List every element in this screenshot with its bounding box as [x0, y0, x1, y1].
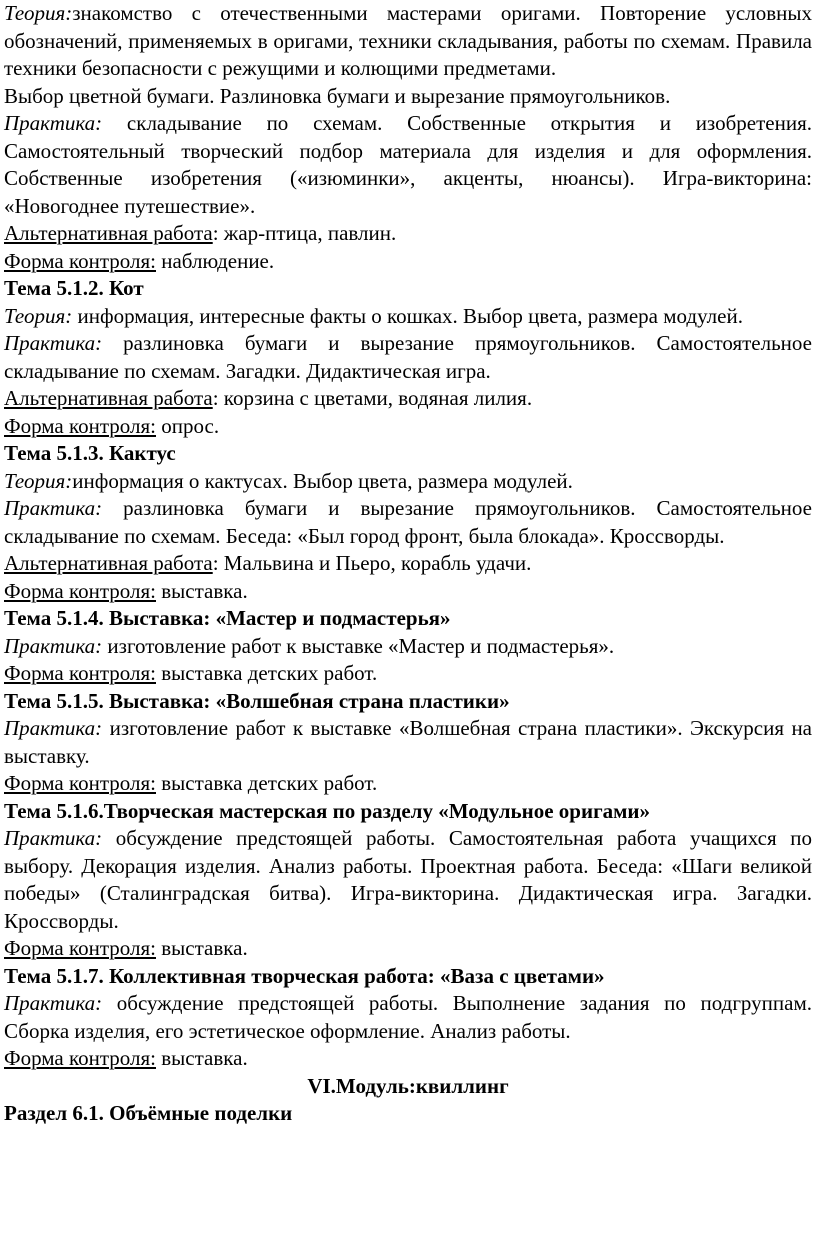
paragraph — [4, 468, 812, 496]
paragraph — [4, 110, 812, 220]
paragraph-text: выставка детских работ. — [156, 661, 378, 685]
section-label: Практика: — [4, 991, 103, 1015]
field-label: Альтернативная работа — [4, 386, 213, 410]
field-label: Форма контроля: — [4, 771, 156, 795]
paragraph — [4, 248, 812, 276]
topic-heading: Тема 5.1.5. Выставка: «Волшебная страна пластики» — [4, 688, 510, 713]
paragraph-text: : корзина с цветами, водяная лилия. — [212, 386, 533, 410]
paragraph — [4, 633, 812, 661]
section-label: Практика: — [4, 826, 103, 850]
paragraph — [4, 825, 812, 935]
paragraph-text: знакомство с отечественными мастерами оригами. Повторение условных обозначений, применяемых в оригами, техники складывания, работы по схемам. Правила техники безопасности с режущими и колющими предметами. — [4, 1, 812, 80]
paragraph — [4, 770, 812, 798]
paragraph — [4, 303, 812, 331]
module-heading: VI.Модуль:квиллинг — [307, 1073, 509, 1098]
paragraph — [4, 660, 812, 688]
field-label: Форма контроля: — [4, 1046, 156, 1070]
section-label: Практика: — [4, 716, 103, 740]
section-label: Практика: — [4, 331, 103, 355]
paragraph-text: изготовление работ к выставке «Мастер и подмастерья». — [102, 633, 615, 658]
topic-heading: Тема 5.1.7. Коллективная творческая работа: «Ваза с цветами» — [4, 963, 605, 988]
field-label: Форма контроля: — [4, 661, 156, 685]
paragraph — [4, 715, 812, 770]
paragraph — [4, 990, 812, 1045]
section-label: Теория: — [4, 1, 73, 25]
paragraph-text: разлиновка бумаги и вырезание прямоугольников. Самостоятельное складывание по схемам. Загадки. Дидактическая игра. — [4, 331, 812, 383]
paragraph — [4, 578, 812, 606]
topic-heading: Раздел 6.1. Объёмные поделки — [4, 1101, 293, 1125]
paragraph-text: обсуждение предстоящей работы. Выполнение задания по подгруппам. Сборка изделия, его эстетическое оформление. Анализ работы. — [4, 991, 812, 1043]
paragraph-text: изготовление работ к выставке «Волшебная страна пластики». Экскурсия на выставку. — [4, 716, 812, 768]
paragraph-text: складывание по схемам. Собственные открытия и изобретения. Самостоятельный творческий подбор материала для изделия и для оформления. Собственные изобретения («изюминки», акценты, нюансы). Игра-викторина: «Новогоднее путешествие». — [4, 111, 812, 218]
paragraph — [4, 413, 812, 441]
paragraph — [4, 0, 812, 83]
paragraph — [4, 220, 812, 248]
topic-heading: Тема 5.1.4. Выставка: «Мастер и подмастерья» — [4, 606, 451, 630]
paragraph-text: информация, интересные факты о кошках. Выбор цвета, размера модулей. — [72, 303, 743, 328]
paragraph-text: : Мальвина и Пьеро, корабль удачи. — [212, 551, 532, 575]
section-label: Теория: — [4, 303, 73, 328]
field-label: Форма контроля: — [4, 248, 156, 273]
paragraph — [4, 935, 812, 963]
field-label: Альтернативная работа — [4, 551, 213, 575]
field-label: Форма контроля: — [4, 413, 156, 438]
paragraph-text: обсуждение предстоящей работы. Самостоятельная работа учащихся по выбору. Декорация изделия. Анализ работы. Проектная работа. Беседа: «Шаги великой победы» (Сталинградская битва). Игра-викторина. Дидактическая игра. Загадки. Кроссворды. — [4, 826, 812, 933]
paragraph-text: наблюдение. — [156, 248, 275, 273]
paragraph — [4, 495, 812, 550]
paragraph-text: информация о кактусах. Выбор цвета, размера модулей. — [72, 468, 573, 493]
paragraph — [4, 385, 812, 413]
paragraph-text: опрос. — [156, 413, 220, 438]
section-label: Практика: — [4, 496, 103, 520]
paragraph-text: выставка. — [156, 578, 248, 603]
field-label: Альтернативная работа — [4, 221, 213, 245]
paragraph-text: разлиновка бумаги и вырезание прямоугольников. Самостоятельное складывание по схемам. Беседа: «Был город фронт, была блокада». Кроссворды. — [4, 496, 812, 548]
paragraph — [4, 330, 812, 385]
paragraph-text: выставка детских работ. — [156, 771, 378, 795]
topic-heading: Тема 5.1.3. Кактус — [4, 441, 176, 465]
paragraph-text: : жар-птица, павлин. — [212, 221, 397, 245]
paragraph — [4, 1045, 812, 1073]
topic-heading: Тема 5.1.2. Кот — [4, 276, 144, 300]
section-label: Теория: — [4, 468, 73, 493]
section-label: Практика: — [4, 633, 103, 658]
paragraph-text: выставка. — [156, 936, 248, 960]
field-label: Форма контроля: — [4, 578, 156, 603]
section-label: Практика: — [4, 111, 103, 135]
paragraph: Выбор цветной бумаги. Разлиновка бумаги и вырезание прямоугольников. — [4, 83, 671, 108]
field-label: Форма контроля: — [4, 936, 156, 960]
topic-heading: Тема 5.1.6.Творческая мастерская по разделу «Модульное оригами» — [4, 798, 651, 823]
paragraph-text: выставка. — [156, 1046, 248, 1070]
paragraph — [4, 550, 812, 578]
